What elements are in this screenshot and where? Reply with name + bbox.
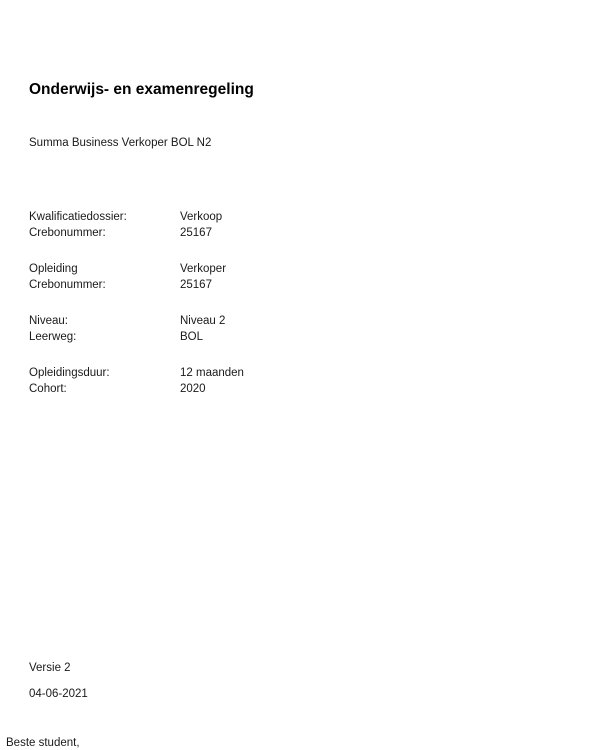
info-value: 25167	[180, 226, 212, 239]
info-label: Kwalificatiedossier:	[29, 211, 127, 223]
document-subtitle: Summa Business Verkoper BOL N2	[29, 137, 212, 149]
info-group-opleidingsduur	[29, 366, 244, 397]
info-label: Crebonummer:	[29, 226, 106, 239]
info-label: Cohort:	[29, 382, 67, 395]
info-group-opleiding	[29, 262, 226, 293]
info-label: Opleidingsduur:	[29, 367, 110, 379]
info-row	[29, 366, 244, 382]
document-title: Onderwijs- en examenregeling	[29, 81, 254, 98]
info-row	[29, 278, 226, 294]
info-row	[29, 262, 226, 278]
info-label: Crebonummer:	[29, 278, 106, 291]
info-row	[29, 382, 244, 398]
info-value: 25167	[180, 278, 212, 291]
info-label: Leerweg:	[29, 330, 77, 343]
greeting-text: Beste student,	[6, 737, 80, 749]
info-row	[29, 210, 222, 226]
info-value: BOL	[180, 330, 204, 343]
info-group-niveau	[29, 314, 225, 345]
info-row	[29, 330, 225, 346]
info-row	[29, 226, 222, 242]
info-value: Verkoop	[180, 211, 223, 223]
info-group-kwalificatie	[29, 210, 222, 241]
info-label: Opleiding	[29, 263, 78, 275]
date-label: 04-06-2021	[29, 688, 88, 700]
info-value: 12 maanden	[180, 367, 244, 379]
info-value: 2020	[180, 382, 206, 395]
info-label: Niveau:	[29, 315, 68, 327]
info-row	[29, 314, 225, 330]
info-value: Niveau 2	[180, 315, 226, 327]
version-label: Versie 2	[29, 662, 71, 674]
info-value: Verkoper	[180, 263, 227, 275]
